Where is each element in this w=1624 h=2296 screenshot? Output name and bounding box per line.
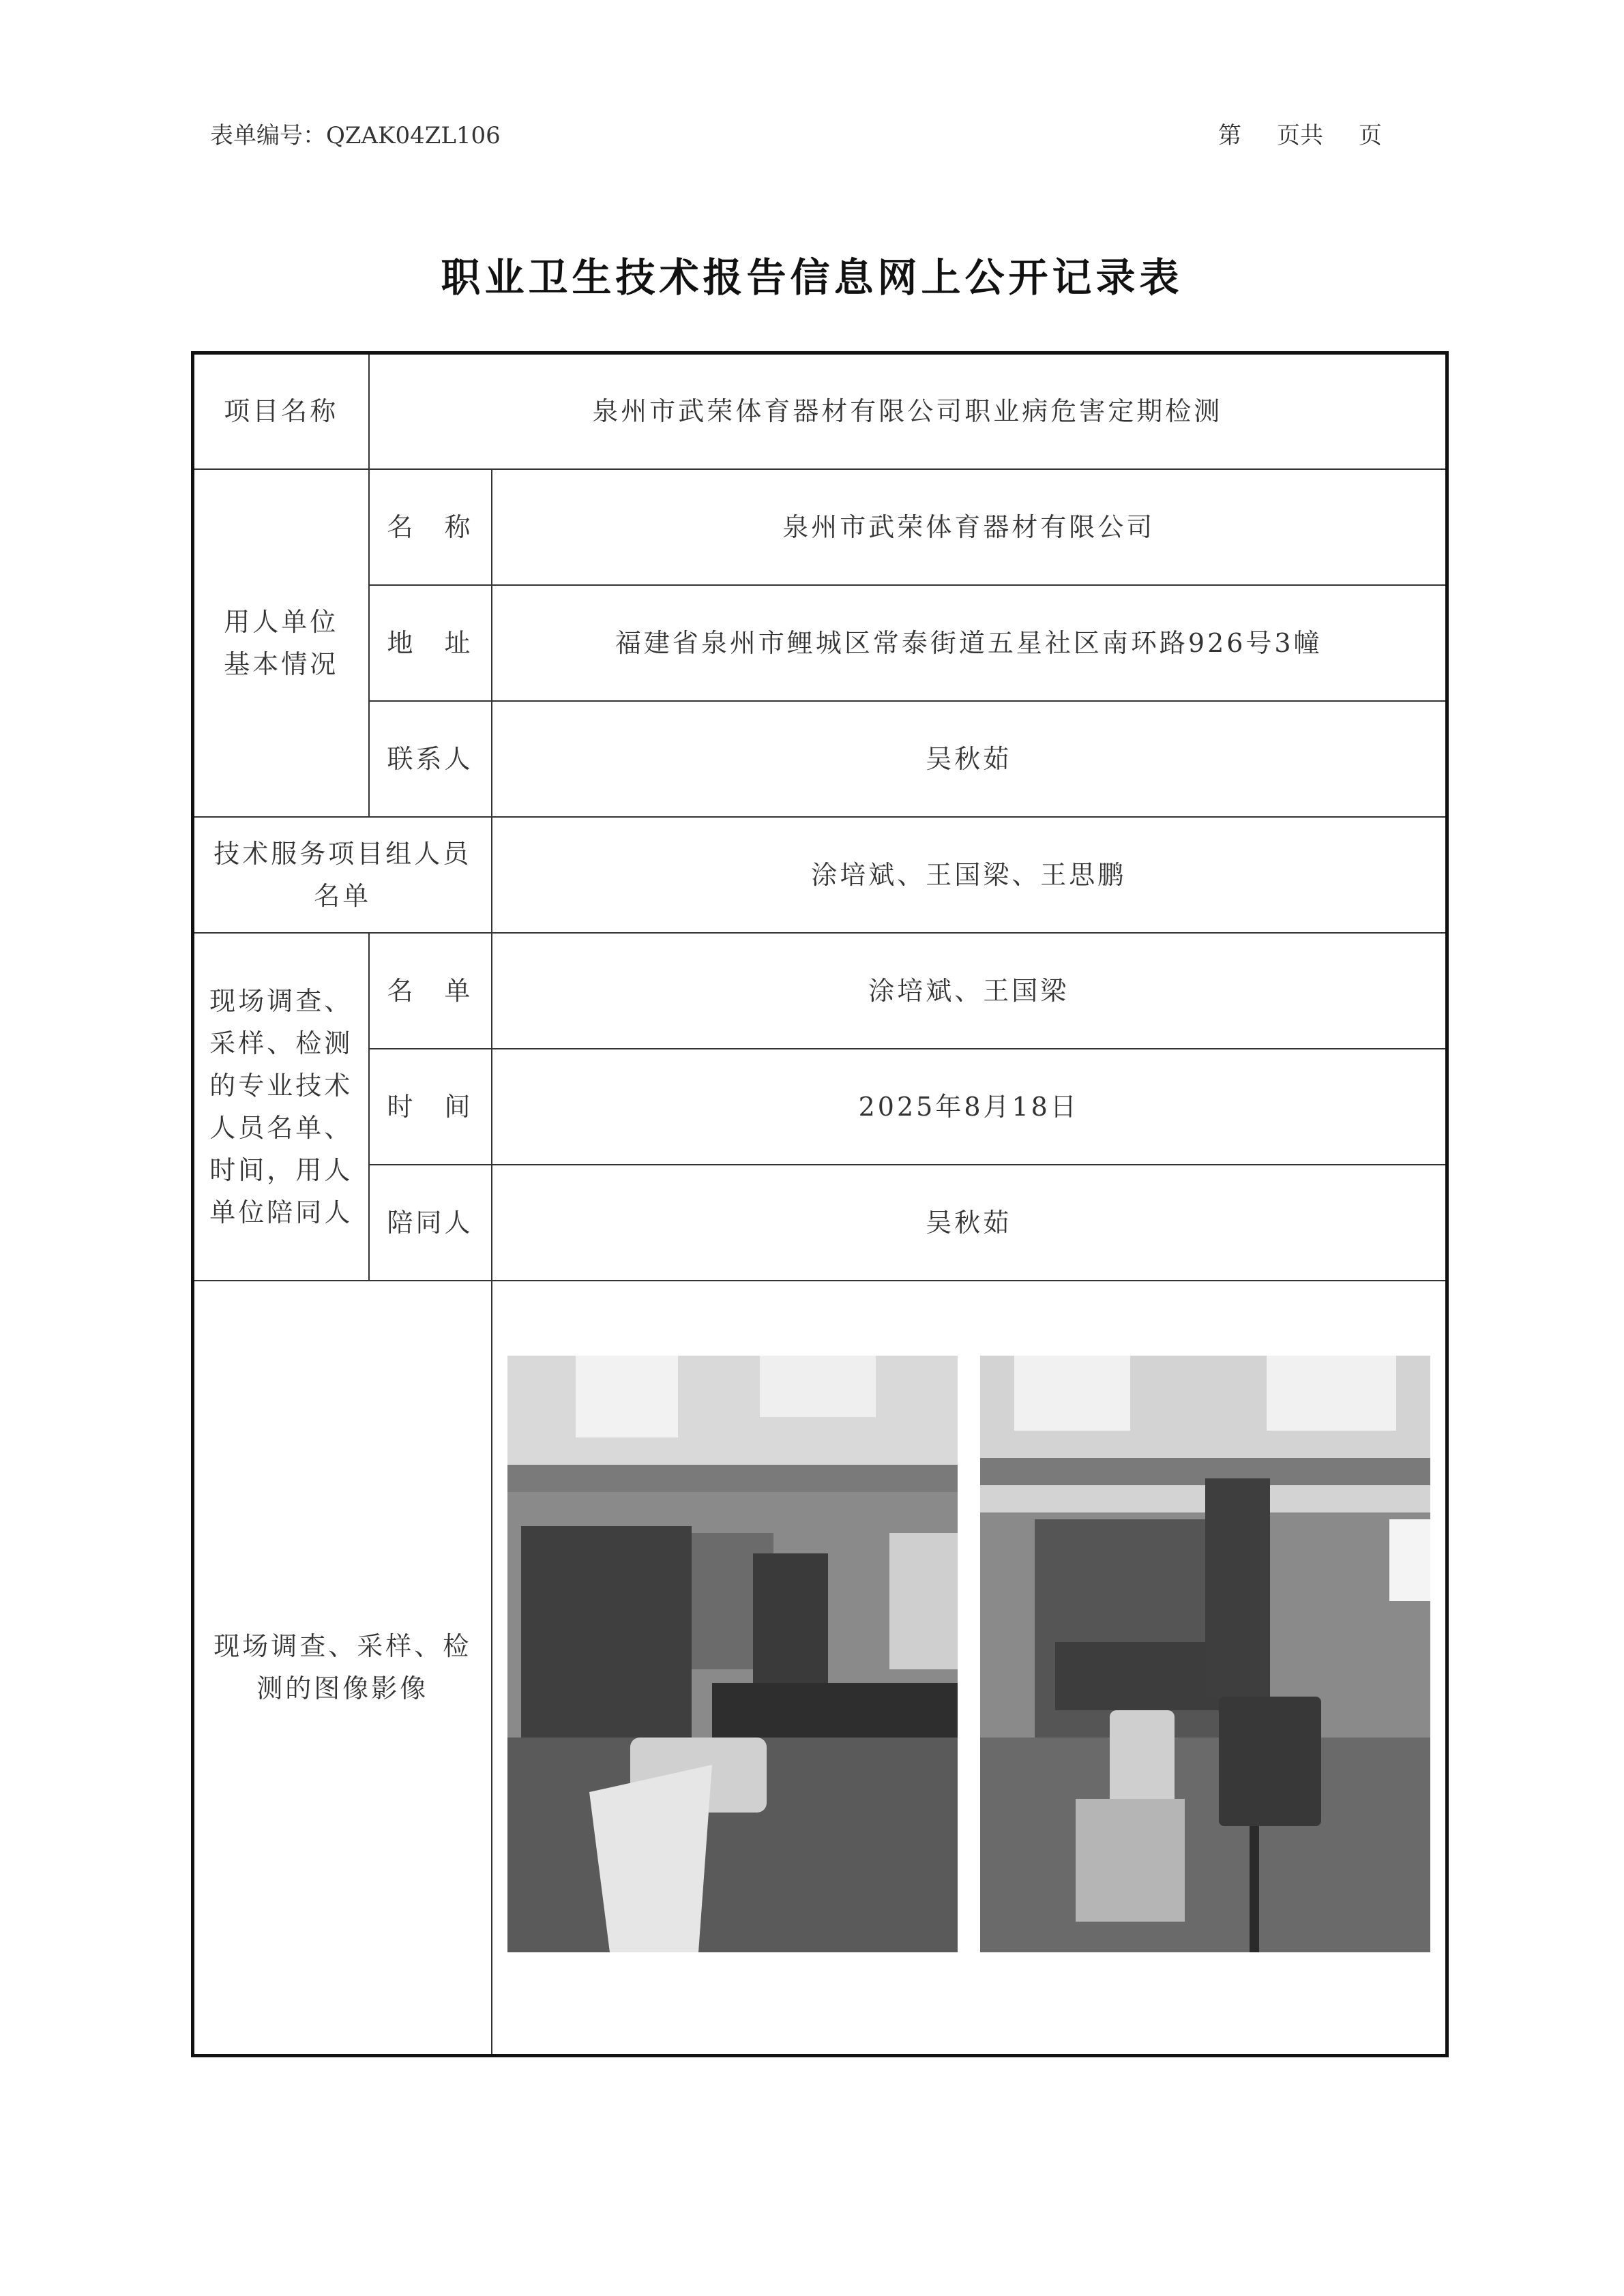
employer-address-value: 福建省泉州市鲤城区常泰街道五星社区南环路926号3幢	[492, 585, 1447, 701]
team-value: 涂培斌、王国梁、王思鹏	[492, 817, 1447, 933]
onsite-time-label: 时 间	[369, 1049, 492, 1165]
team-row	[193, 817, 1447, 933]
employer-address-row	[193, 585, 1447, 701]
employer-contact-label: 联系人	[369, 701, 492, 817]
images-label-line2: 测的图像影像	[256, 1673, 429, 1704]
onsite-label-line-1: 现场调查、	[209, 985, 353, 1016]
employer-address-label: 地 址	[369, 585, 492, 701]
page-info-part-1: 第	[1218, 121, 1241, 149]
team-label	[193, 817, 492, 933]
project-row	[193, 353, 1447, 469]
onsite-list-row	[193, 933, 1447, 1049]
site-photo-2	[980, 1356, 1430, 1952]
page-info-part-2: 页共	[1277, 121, 1323, 149]
images-row	[193, 1281, 1447, 2056]
onsite-escort-row	[193, 1165, 1447, 1281]
team-label-line2: 名单	[314, 880, 372, 911]
images-label	[193, 1281, 492, 2056]
site-photo-2-image	[980, 1356, 1430, 1952]
page-info-part-3: 页	[1359, 121, 1382, 149]
record-form-table	[191, 351, 1449, 2057]
employer-name-value: 泉州市武荣体育器材有限公司	[492, 469, 1447, 585]
onsite-label-line-6: 单位陪同人	[209, 1197, 353, 1227]
employer-contact-row	[193, 701, 1447, 817]
onsite-label-line-4: 人员名单、	[209, 1112, 353, 1143]
page-header	[210, 113, 1382, 153]
onsite-label-line-5: 时间，用人	[209, 1154, 353, 1185]
employer-name-label: 名 称	[369, 469, 492, 585]
onsite-list-label: 名 单	[369, 933, 492, 1049]
onsite-label-line-2: 采样、检测	[209, 1028, 353, 1058]
images-cell	[492, 1281, 1447, 2056]
employer-contact-value: 吴秋茹	[492, 701, 1447, 817]
onsite-list-value: 涂培斌、王国梁	[492, 933, 1447, 1049]
photo-gallery	[492, 1356, 1446, 1952]
onsite-time-value: 2025年8月18日	[492, 1049, 1447, 1165]
employer-label	[193, 469, 369, 817]
onsite-label-line-3: 的专业技术	[209, 1070, 353, 1101]
page-info	[1218, 117, 1382, 150]
employer-label-line2: 基本情况	[224, 648, 339, 679]
form-number: 表单编号：QZAK04ZL106	[210, 121, 501, 149]
site-photo-1-image	[507, 1356, 958, 1952]
team-label-line1: 技术服务项目组人员	[213, 838, 472, 869]
onsite-label	[193, 933, 369, 1281]
images-label-line1: 现场调查、采样、检	[213, 1631, 472, 1662]
document-title: 职业卫生技术报告信息网上公开记录表	[441, 254, 1183, 301]
onsite-escort-value: 吴秋茹	[492, 1165, 1447, 1281]
onsite-time-row	[193, 1049, 1447, 1165]
site-photo-1	[507, 1356, 958, 1952]
employer-name-row	[193, 469, 1447, 585]
employer-label-line1: 用人单位	[224, 606, 339, 637]
project-value: 泉州市武荣体育器材有限公司职业病危害定期检测	[369, 353, 1447, 469]
onsite-escort-label: 陪同人	[369, 1165, 492, 1281]
project-label: 项目名称	[193, 353, 369, 469]
